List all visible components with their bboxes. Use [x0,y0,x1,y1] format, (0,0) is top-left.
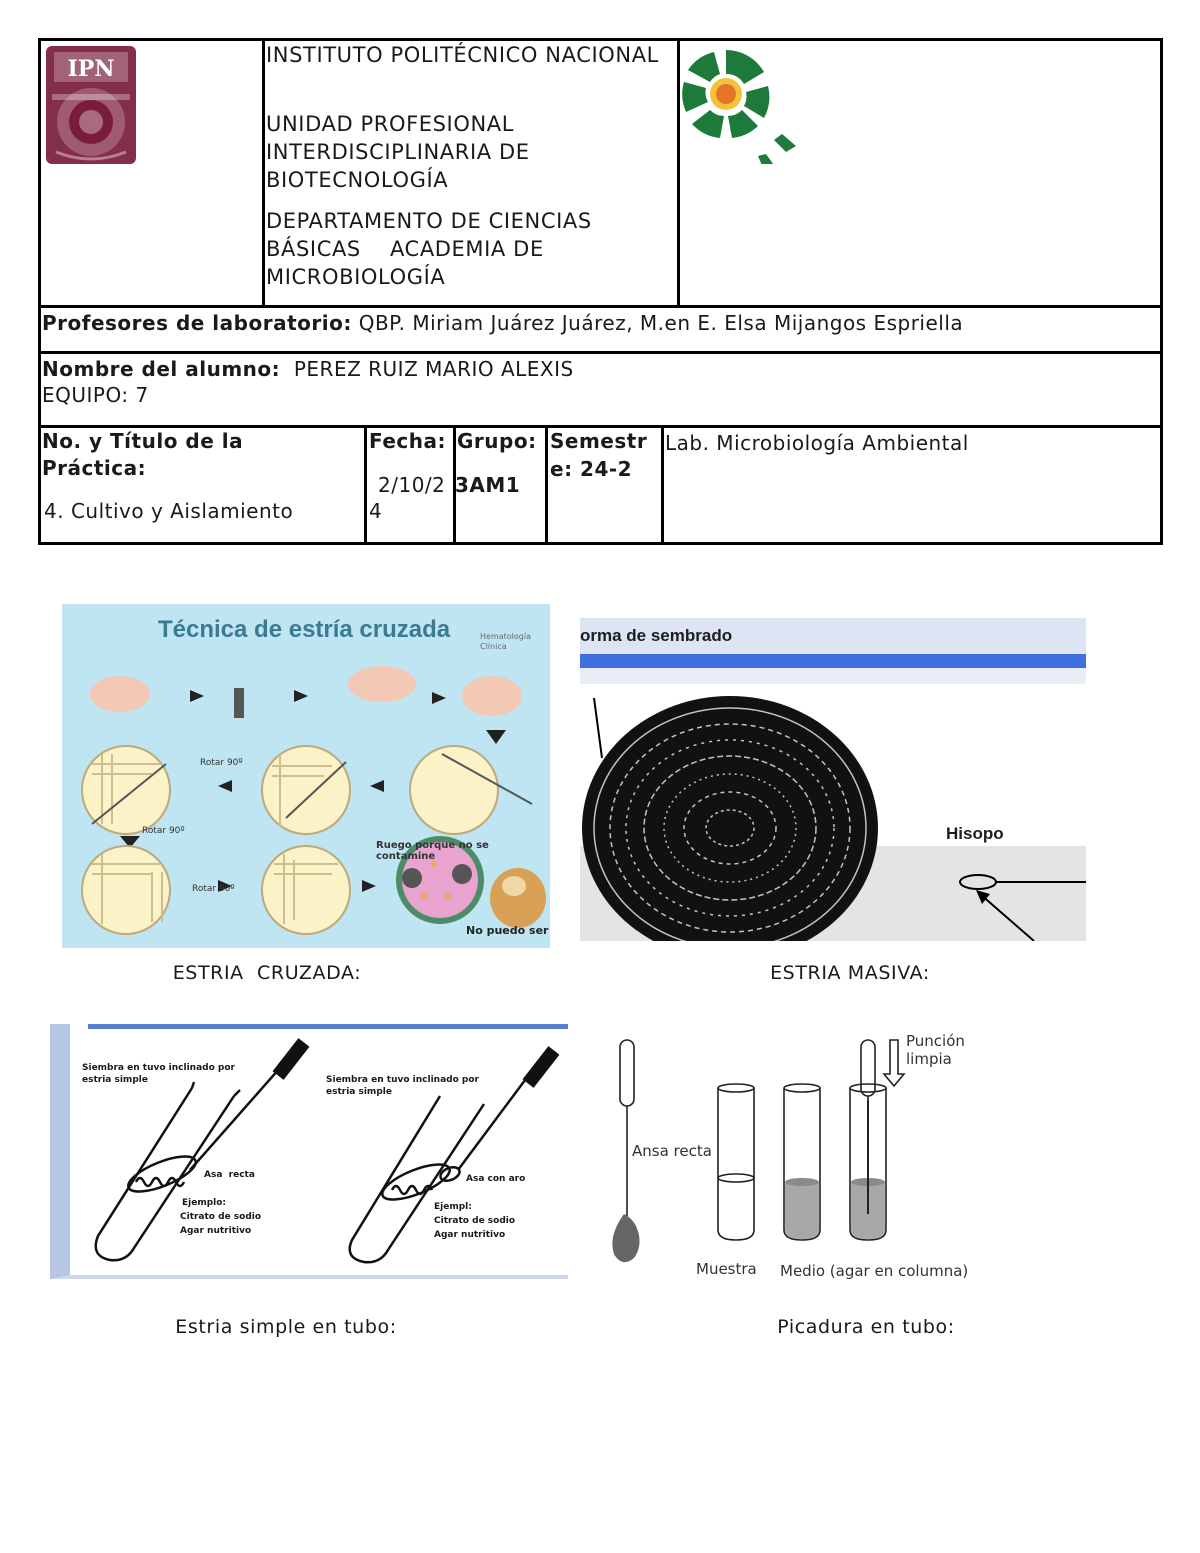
plea-label: Ruego porque no se contamine [376,840,489,862]
date-label: Fecha: [369,429,447,453]
department-name: DEPARTAMENTO DE CIENCIAS BÁSICAS ACADEMIA DE MICROBIOLOGÍA [266,209,600,289]
date-value-cont: 4 [369,499,383,523]
team-label: EQUIPO: 7 [42,383,149,407]
divider [545,427,548,543]
needle-label: Ansa recta [632,1142,712,1160]
sample-label: Muestra [696,1260,757,1278]
left-example-2: Agar nutritivo [180,1226,252,1236]
stab-caption: Picadura en tubo: [777,1316,955,1338]
medium-label: Medio (agar en columna) [780,1262,969,1280]
divider [262,40,265,308]
divider [661,427,664,543]
clean-stab-label: Punción [906,1032,965,1050]
left-tube-title: Siembra en tuvo inclinado por estria simple [82,1063,235,1085]
cross-streak-title: Técnica de estría cruzada [158,616,451,643]
student-row [42,356,1157,383]
right-example-label: Ejempl: [434,1202,472,1212]
semester-value: e: 24-2 [550,457,633,481]
lab-name: Lab. Microbiología Ambiental [665,431,969,455]
left-example-label: Ejemplo: [182,1198,227,1208]
professors-row [42,310,1157,337]
left-loop-label: Asa recta [204,1170,255,1180]
student-label: Nombre del alumno: [42,357,281,381]
massive-header-text: orma de sembrado [580,626,733,645]
simple-tube-figure [50,1024,568,1279]
upibi-logo [680,42,798,164]
meme-caption: No puedo ser [466,924,549,937]
simple-tube-caption: Estria simple en tubo: [175,1316,397,1338]
institution-name: INSTITUTO POLITÉCNICO NACIONAL [266,43,659,67]
ipn-logo [42,44,140,166]
date-value: 2/10/2 [378,473,446,497]
right-tube-title: Siembra en tuvo inclinado por estria simple [326,1075,479,1097]
swab-label: Hisopo [946,824,1004,843]
semester-label: Semestr [550,429,648,453]
group-label: Grupo: [457,429,537,453]
practice-title-label: No. y Título de la Práctica: [42,429,244,480]
divider [40,351,1161,354]
rotate-label: Rotar 90º [200,758,243,768]
massive-drawing [580,618,1086,941]
rotate-label: Rotar 90º [192,884,235,894]
practice-title-value: 4. Cultivo y Aislamiento [44,499,294,523]
cross-streak-figure [62,604,550,948]
cross-streak-drawing [62,604,550,948]
left-example-1: Citrato de sodio [180,1212,262,1222]
ipn-logo-text: IPN [67,56,115,82]
unit-name: UNIDAD PROFESIONAL INTERDISCIPLINARIA DE BIOTECNOLOGÍA [266,112,530,192]
group-value: 3AM1 [455,473,521,497]
cross-streak-caption: ESTRIA CRUZADA: [172,962,362,984]
divider [364,427,367,543]
clean-stab-label-2: limpia [906,1050,952,1068]
right-loop-label: Asa con aro [466,1174,526,1184]
stab-figure [598,1030,998,1286]
divider [40,305,1161,308]
right-example-2: Agar nutritivo [434,1230,506,1240]
right-example-1: Citrato de sodio [434,1216,516,1226]
student-value: PEREZ RUIZ MARIO ALEXIS [293,357,574,381]
massive-streak-figure [580,618,1086,941]
massive-streak-caption: ESTRIA MASIVA: [770,962,930,984]
rotate-label: Rotar 90º [142,826,185,836]
professors-value: QBP. Miriam Juárez Juárez, M.en E. Elsa Mijangos Espriella [358,311,964,335]
cross-streak-brand: Hematología Clínica [480,632,531,651]
professors-label: Profesores de laboratorio: [42,311,352,335]
